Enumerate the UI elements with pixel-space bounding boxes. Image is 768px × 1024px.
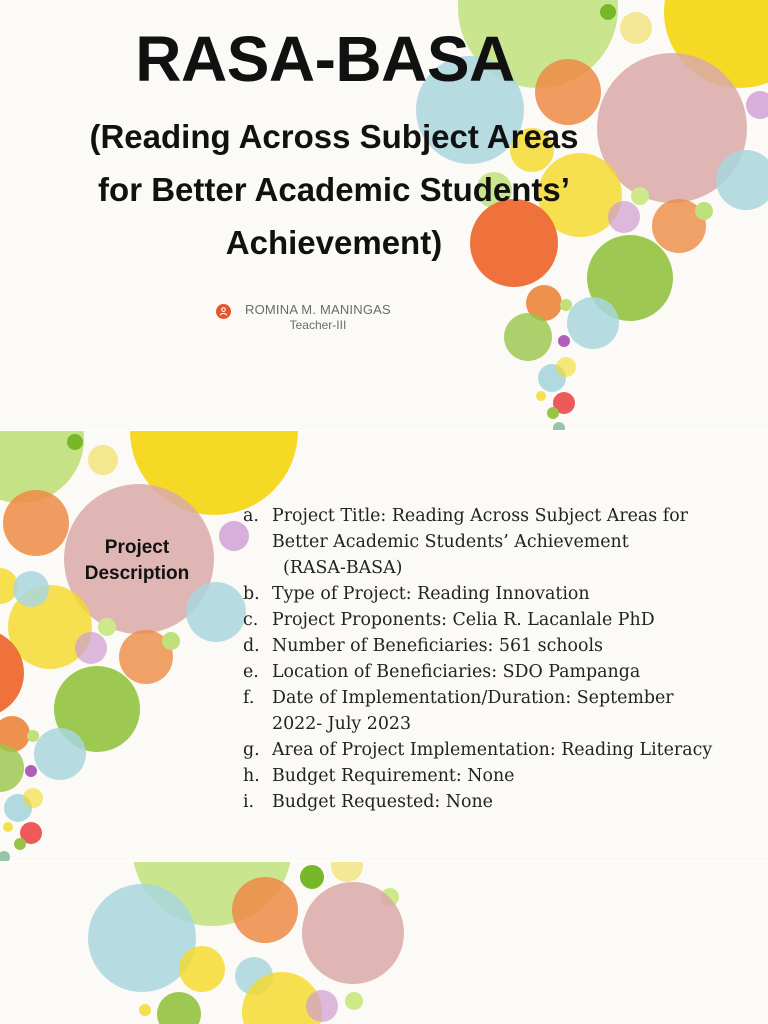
- list-item: [243, 685, 763, 737]
- author-role: Teacher-III: [289, 318, 347, 332]
- list-marker: b.: [243, 584, 260, 604]
- list-item: [243, 659, 763, 685]
- decorative-bubbles: [0, 862, 768, 1024]
- project-details-list: [243, 503, 763, 815]
- section-heading-line: Description: [84, 563, 190, 584]
- list-item-text: 2022- July 2023: [272, 714, 412, 734]
- list-marker: f.: [243, 688, 255, 708]
- section-heading-line: Project: [104, 537, 170, 558]
- list-item-text: Budget Requirement: None: [272, 766, 515, 786]
- list-marker: d.: [243, 636, 260, 656]
- list-marker: h.: [243, 766, 260, 786]
- list-item-text: Better Academic Students’ Achievement: [272, 532, 629, 552]
- list-item: [243, 737, 763, 763]
- person-icon: [216, 304, 231, 319]
- list-item-text: Project Proponents: Celia R. Lacanlale PhD: [272, 610, 655, 630]
- list-item-text: Area of Project Implementation: Reading Literacy: [272, 740, 713, 760]
- author-name: ROMINA M. MANINGAS: [245, 302, 391, 317]
- list-item-text: Number of Beneficiaries: 561 schools: [272, 636, 603, 656]
- list-marker: e.: [243, 662, 259, 682]
- list-item-text: Location of Beneficiaries: SDO Pampanga: [272, 662, 641, 682]
- list-item: [243, 581, 763, 607]
- project-description-slide: [0, 431, 768, 862]
- presentation-subtitle: [0, 110, 668, 269]
- list-item: [243, 633, 763, 659]
- title-slide: [0, 0, 768, 431]
- list-item-text: (RASA-BASA): [272, 558, 403, 578]
- list-marker: i.: [243, 792, 255, 812]
- list-item-text: Project Title: Reading Across Subject Areas for: [272, 506, 688, 526]
- list-item: [243, 503, 763, 581]
- list-item: [243, 763, 763, 789]
- list-item-text: Type of Project: Reading Innovation: [272, 584, 590, 604]
- list-marker: a.: [243, 506, 259, 526]
- list-marker: g.: [243, 740, 260, 760]
- list-item: [243, 607, 763, 633]
- partial-slide: [0, 862, 768, 1024]
- list-item-text: Budget Requested: None: [272, 792, 493, 812]
- list-item: [243, 789, 763, 815]
- list-marker: c.: [243, 610, 259, 630]
- subtitle-line: Achievement): [225, 224, 443, 261]
- subtitle-line: for Better Academic Students’: [98, 171, 570, 208]
- section-heading: [72, 535, 202, 587]
- subtitle-line: (Reading Across Subject Areas: [89, 118, 579, 155]
- author-block: [216, 302, 391, 332]
- list-item-text: Date of Implementation/Duration: September: [272, 688, 674, 708]
- presentation-title: RASA-BASA: [135, 23, 515, 95]
